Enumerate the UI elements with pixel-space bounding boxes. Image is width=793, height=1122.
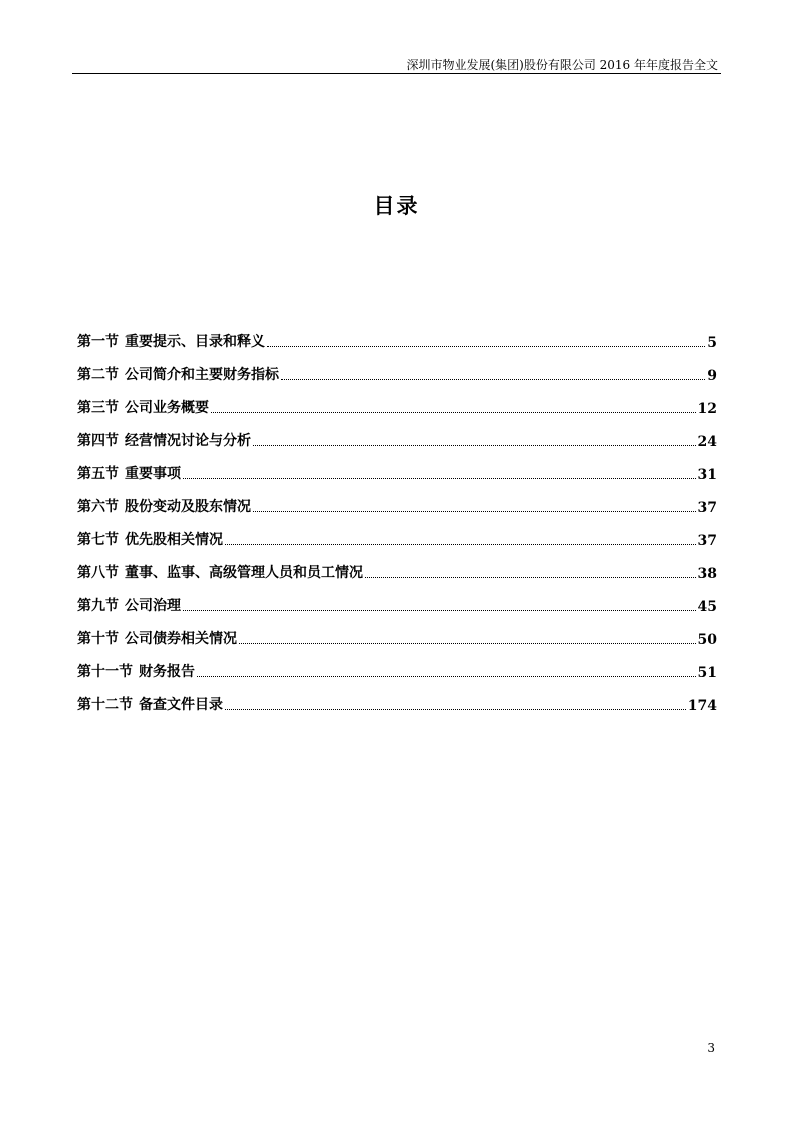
toc-entry-10[interactable] [77,615,717,648]
toc-title: 经营情况讨论与分析 [125,433,251,449]
toc-section: 第六节 [77,499,119,515]
toc-entry-7[interactable] [77,516,717,549]
dot-leader [253,445,696,446]
toc-title: 公司治理 [125,598,181,614]
toc-page-number: 12 [697,401,717,417]
toc-section: 第九节 [77,598,119,614]
toc-page-number: 50 [697,632,717,648]
toc-section: 第二节 [77,367,119,383]
toc-page-number: 51 [697,665,717,681]
toc-title: 重要提示、目录和释义 [125,334,265,350]
dot-leader [225,544,696,545]
toc-title: 公司业务概要 [125,400,209,416]
dot-leader [253,511,696,512]
header-divider [72,73,721,74]
toc-title: 财务报告 [139,664,195,680]
dot-leader [183,478,696,479]
toc-section: 第十二节 [77,697,133,713]
toc-page-number: 45 [697,599,717,615]
toc-entry-2[interactable] [77,351,717,384]
dot-leader [365,577,696,578]
dot-leader [281,379,705,380]
toc-entry-8[interactable] [77,549,717,582]
toc-page-number: 5 [707,335,717,351]
toc-page-number: 38 [697,566,717,582]
toc-page-number: 9 [707,368,717,384]
toc-entry-4[interactable] [77,417,717,450]
toc-section: 第七节 [77,532,119,548]
toc-section: 第十一节 [77,664,133,680]
dot-leader [225,709,686,710]
page-title: 目录 [373,194,420,218]
toc-title: 股份变动及股东情况 [125,499,251,515]
toc-title: 备查文件目录 [139,697,223,713]
toc-entry-9[interactable] [77,582,717,615]
dot-leader [239,643,696,644]
toc-section: 第一节 [77,334,119,350]
toc-section: 第十节 [77,631,119,647]
toc-title: 公司简介和主要财务指标 [125,367,279,383]
dot-leader [183,610,696,611]
toc-title: 董事、监事、高级管理人员和员工情况 [125,565,363,581]
toc-entry-11[interactable] [77,648,717,681]
toc-section: 第四节 [77,433,119,449]
toc-page-number: 24 [697,434,717,450]
toc-page-number: 31 [697,467,717,483]
table-of-contents [77,318,717,714]
dot-leader [211,412,696,413]
dot-leader [197,676,696,677]
toc-page-number: 174 [687,698,717,714]
toc-section: 第五节 [77,466,119,482]
toc-section: 第八节 [77,565,119,581]
toc-entry-5[interactable] [77,450,717,483]
toc-page-number: 37 [697,533,717,549]
dot-leader [267,346,705,347]
toc-page-number: 37 [697,500,717,516]
toc-title: 重要事项 [125,466,181,482]
page-number: 3 [707,1041,715,1055]
toc-entry-1[interactable] [77,318,717,351]
toc-entry-12[interactable] [77,681,717,714]
toc-section: 第三节 [77,400,119,416]
toc-title: 公司债券相关情况 [125,631,237,647]
toc-title: 优先股相关情况 [125,532,223,548]
running-header: 深圳市物业发展(集团)股份有限公司 2016 年年度报告全文 [406,58,718,72]
toc-entry-6[interactable] [77,483,717,516]
toc-entry-3[interactable] [77,384,717,417]
